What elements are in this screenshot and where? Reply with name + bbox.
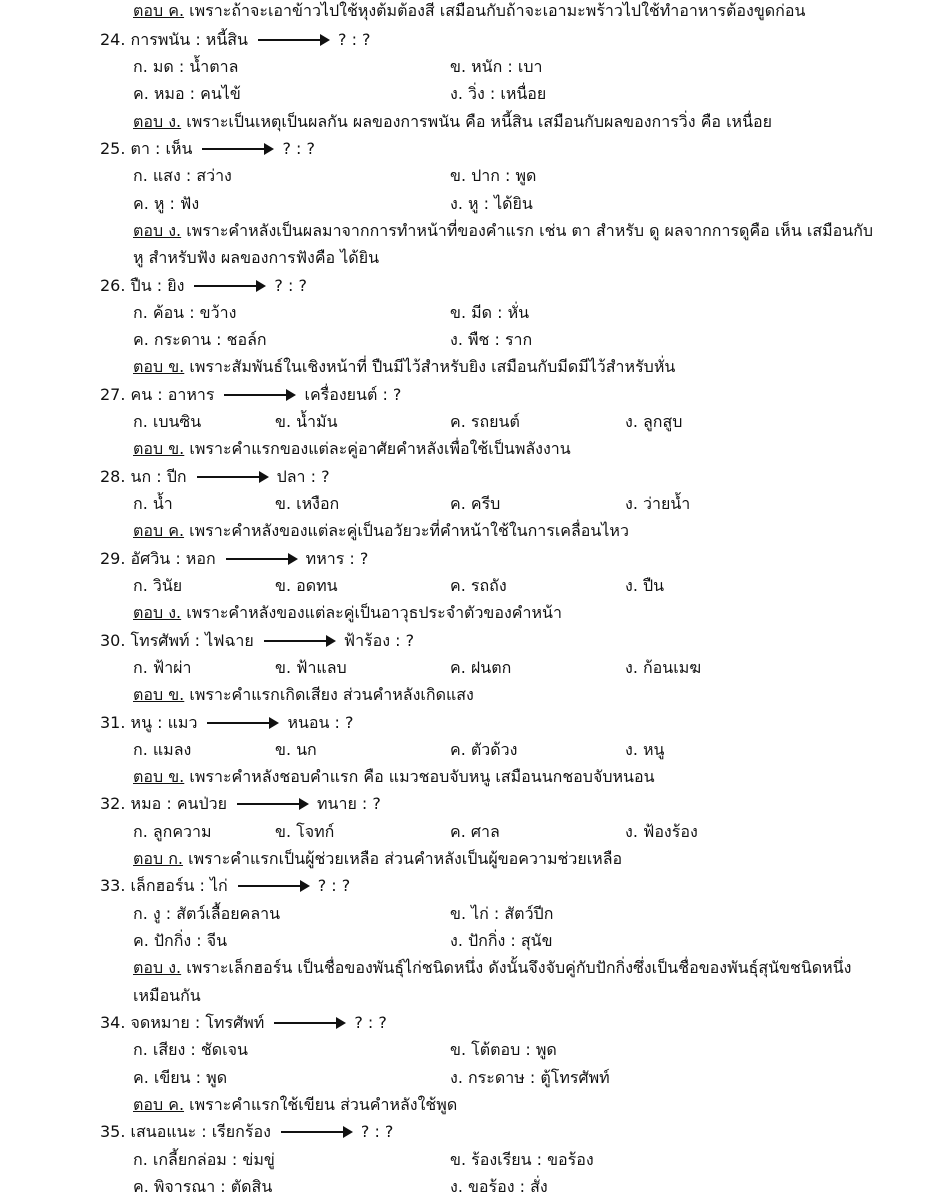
option-choice: ก. แสง : สว่าง — [133, 166, 232, 185]
answer-line — [133, 766, 655, 788]
question-pair: จดหมาย : โทรศัพท์ — [130, 1013, 265, 1032]
answer-explanation: เพราะคำแรกของแต่ละคู่อาศัยคำหลังเพื่อใช้เป็นพลังงาน — [189, 439, 571, 458]
right-arrow-icon — [202, 148, 272, 150]
right-arrow-icon — [258, 39, 328, 41]
answer-explanation: เพราะเป็นเหตุเป็นผลกัน ผลของการพนัน คือ หนี้สิน เสมือนกับผลของการวิ่ง คือ เหนื่อย — [186, 112, 773, 131]
question-line — [100, 712, 354, 734]
option-choice: ค. รถยนต์ — [450, 412, 520, 431]
answer-key: ตอบ ง. — [133, 221, 182, 240]
option-choice: ข. มีด : หั่น — [450, 303, 530, 322]
answer-continuation: หู สำหรับฟัง ผลของการฟังคือ ได้ยิน — [133, 248, 379, 267]
option-choice: ง. วิ่ง : เหนื่อย — [450, 84, 547, 103]
question-number: 28. — [100, 467, 126, 486]
question-number: 26. — [100, 276, 126, 295]
question-number: 32. — [100, 794, 126, 813]
question-target: ปลา : ? — [276, 467, 330, 486]
answer-key: ตอบ ข. — [133, 439, 185, 458]
question-target: ? : ? — [317, 876, 351, 895]
question-line — [100, 138, 315, 160]
option-choice: ง. หู : ได้ยิน — [450, 194, 533, 213]
right-arrow-icon — [226, 558, 296, 560]
option-choice: ง. หนู — [625, 740, 665, 759]
question-line — [100, 875, 350, 897]
option-choice: ข. ฟ้าแลบ — [275, 658, 347, 677]
question-target: ? : ? — [354, 1013, 387, 1032]
answer-key: ตอบ ค. — [133, 521, 185, 540]
option-choice: ก. เบนซิน — [133, 412, 202, 431]
right-arrow-icon — [224, 394, 294, 396]
question-target: ฟ้าร้อง : ? — [343, 631, 415, 650]
answer-line — [133, 602, 562, 624]
option-choice: ง. ปืน — [625, 576, 665, 595]
right-arrow-icon — [281, 1131, 351, 1133]
question-pair: ตา : เห็น — [130, 139, 193, 158]
option-choice: ค. ตัวด้วง — [450, 740, 518, 759]
question-line — [100, 466, 330, 488]
question-number: 27. — [100, 385, 126, 404]
question-line — [100, 29, 371, 51]
answer-explanation: เพราะคำแรกเกิดเสียง ส่วนคำหลังเกิดแสง — [189, 685, 474, 704]
answer-explanation: เพราะคำหลังของแต่ละคู่เป็นอาวุธประจำตัวของคำหน้า — [186, 603, 562, 622]
option-choice: ก. งู : สัตว์เลื้อยคลาน — [133, 904, 281, 923]
question-target: ? : ? — [274, 276, 307, 295]
question-pair: โทรศัพท์ : ไฟฉาย — [130, 631, 254, 650]
option-choice: ก. ลูกความ — [133, 822, 212, 841]
answer-line — [133, 848, 622, 870]
option-choice: ก. เกลี้ยกล่อม : ข่มขู่ — [133, 1150, 275, 1169]
question-pair: เล็กฮอร์น : ไก่ — [130, 876, 228, 895]
right-arrow-icon — [274, 1022, 344, 1024]
option-choice: ข. โต้ตอบ : พูด — [450, 1040, 557, 1059]
answer-explanation: เพราะคำหลังเป็นผลมาจากการทำหน้าที่ของคำแรก เช่น ตา สำหรับ ดู ผลจากการดูคือ เห็น เสมือนกับ — [186, 221, 874, 240]
question-line — [100, 384, 401, 406]
option-choice: ง. ปักกิ่ง : สุนัข — [450, 931, 553, 950]
option-choice: ข. ร้องเรียน : ขอร้อง — [450, 1150, 594, 1169]
question-pair: อัศวิน : หอก — [130, 549, 216, 568]
option-choice: ง. ขอร้อง : สั่ง — [450, 1177, 548, 1196]
question-number: 30. — [100, 631, 126, 650]
question-line — [100, 275, 307, 297]
question-number: 29. — [100, 549, 126, 568]
option-choice: ก. เสียง : ชัดเจน — [133, 1040, 248, 1059]
option-choice: ง. ลูกสูบ — [625, 412, 683, 431]
question-line — [100, 630, 414, 652]
option-choice: ค. เขียน : พูด — [133, 1068, 228, 1087]
option-choice: ค. ฝนตก — [450, 658, 512, 677]
option-choice: ค. ศาล — [450, 822, 500, 841]
question-target: หนอน : ? — [287, 713, 354, 732]
question-pair: คน : อาหาร — [130, 385, 215, 404]
option-choice: ก. ฟ้าผ่า — [133, 658, 192, 677]
option-choice: ข. เหงือก — [275, 494, 340, 513]
answer-key: ตอบ ข. — [133, 357, 185, 376]
question-target: ทนาย : ? — [316, 794, 381, 813]
option-choice: ง. ฟ้องร้อง — [625, 822, 698, 841]
option-choice: ง. กระดาษ : ตู้โทรศัพท์ — [450, 1068, 610, 1087]
answer-key: ตอบ ง. — [133, 958, 182, 977]
right-arrow-icon — [207, 722, 277, 724]
option-choice: ข. น้ำมัน — [275, 412, 338, 431]
question-line — [100, 793, 381, 815]
answer-line — [133, 684, 474, 706]
option-choice: ข. หนัก : เบา — [450, 57, 543, 76]
question-line — [100, 548, 368, 570]
right-arrow-icon — [238, 885, 308, 887]
option-choice: ค. กระดาน : ชอล์ก — [133, 330, 267, 349]
question-target: ? : ? — [337, 30, 371, 49]
option-choice: ข. อดทน — [275, 576, 338, 595]
option-choice: ค. หมอ : คนไข้ — [133, 84, 241, 103]
answer-line — [133, 0, 805, 22]
right-arrow-icon — [194, 285, 264, 287]
option-choice: ก. วินัย — [133, 576, 183, 595]
answer-explanation: เพราะถ้าจะเอาข้าวไปใช้หุงต้มต้องสี เสมือนกับถ้าจะเอามะพร้าวไปใช้ทำอาหารต้องขูดก่อน — [189, 1, 806, 20]
answer-key: ตอบ ง. — [133, 603, 182, 622]
option-choice: ข. โจทก์ — [275, 822, 335, 841]
answer-key: ตอบ ค. — [133, 1, 185, 20]
option-choice: ก. มด : น้ำตาล — [133, 57, 239, 76]
question-target: ทหาร : ? — [305, 549, 369, 568]
answer-explanation: เพราะสัมพันธ์ในเชิงหน้าที่ ปืนมีไว้สำหรับยิง เสมือนกับมีดมีไว้สำหรับหั่น — [189, 357, 676, 376]
answer-explanation: เพราะคำแรกใช้เขียน ส่วนคำหลังใช้พูด — [189, 1095, 458, 1114]
option-choice: ง. ก้อนเมฆ — [625, 658, 702, 677]
option-choice: ก. ค้อน : ขว้าง — [133, 303, 237, 322]
option-choice: ค. ปักกิ่ง : จีน — [133, 931, 228, 950]
answer-explanation: เพราะเล็กฮอร์น เป็นชื่อของพันธุ์ไก่ชนิดหนึ่ง ดังนั้นจึงจับคู่กับปักกิ่งซึ่งเป็นชื่อของพันธุ์สุนัขชนิดหนึ่ง — [186, 958, 852, 977]
option-choice: ก. น้ำ — [133, 494, 173, 513]
answer-line — [133, 111, 772, 133]
answer-key: ตอบ ค. — [133, 1095, 185, 1114]
question-number: 31. — [100, 713, 126, 732]
question-target: ? : ? — [360, 1122, 394, 1141]
option-choice: ง. พืช : ราก — [450, 330, 533, 349]
answer-key: ตอบ ง. — [133, 112, 182, 131]
option-choice: ค. ครีบ — [450, 494, 501, 513]
question-pair: การพนัน : หนี้สิน — [130, 30, 248, 49]
answer-continuation: เหมือนกัน — [133, 986, 201, 1005]
question-pair: หมอ : คนป่วย — [130, 794, 227, 813]
right-arrow-icon — [197, 476, 267, 478]
answer-line — [133, 438, 571, 460]
answer-explanation: เพราะคำหลังชอบคำแรก คือ แมวชอบจับหนู เสมือนนกชอบจับหนอน — [189, 767, 655, 786]
question-pair: ปืน : ยิง — [130, 276, 185, 295]
answer-line — [133, 520, 629, 542]
option-choice: ข. ปาก : พูด — [450, 166, 537, 185]
answer-line — [133, 957, 851, 979]
question-number: 24. — [100, 30, 126, 49]
answer-key: ตอบ ข. — [133, 685, 185, 704]
option-choice: ค. พิจารณา : ตัดสิน — [133, 1177, 273, 1196]
question-pair: เสนอแนะ : เรียกร้อง — [130, 1122, 271, 1141]
answer-key: ตอบ ก. — [133, 849, 184, 868]
question-pair: นก : ปีก — [130, 467, 187, 486]
question-line — [100, 1121, 393, 1143]
answer-explanation: เพราะคำแรกเป็นผู้ช่วยเหลือ ส่วนคำหลังเป็นผู้ขอความช่วยเหลือ — [188, 849, 623, 868]
question-target: เครื่องยนต์ : ? — [304, 385, 402, 404]
right-arrow-icon — [264, 640, 334, 642]
option-choice: ก. แมลง — [133, 740, 192, 759]
answer-explanation: เพราะคำหลังของแต่ละคู่เป็นอวัยวะที่คำหน้าใช้ในการเคลื่อนไหว — [189, 521, 629, 540]
question-target: ? : ? — [282, 139, 315, 158]
question-number: 33. — [100, 876, 126, 895]
option-choice: ข. ไก่ : สัตว์ปีก — [450, 904, 554, 923]
option-choice: ค. หู : ฟัง — [133, 194, 200, 213]
option-choice: ค. รถถัง — [450, 576, 507, 595]
answer-key: ตอบ ข. — [133, 767, 185, 786]
option-choice: ง. ว่ายน้ำ — [625, 494, 691, 513]
answer-line — [133, 356, 675, 378]
question-number: 34. — [100, 1013, 126, 1032]
question-number: 35. — [100, 1122, 126, 1141]
right-arrow-icon — [237, 803, 307, 805]
answer-line — [133, 220, 873, 242]
question-pair: หนู : แมว — [130, 713, 198, 732]
question-line — [100, 1012, 387, 1034]
option-choice: ข. นก — [275, 740, 317, 759]
answer-line — [133, 1094, 457, 1116]
question-number: 25. — [100, 139, 126, 158]
